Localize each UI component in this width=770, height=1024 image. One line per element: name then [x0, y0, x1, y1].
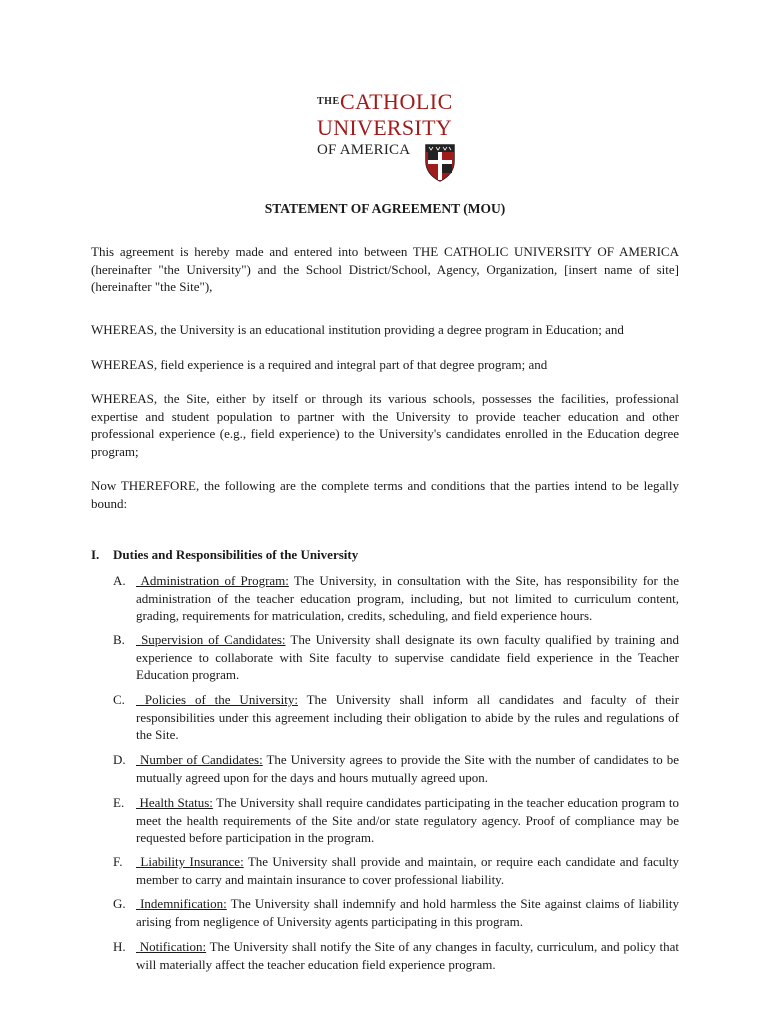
list-item	[113, 853, 679, 888]
list-item	[113, 895, 679, 930]
item-letter: G.	[113, 896, 126, 911]
list-item	[113, 938, 679, 973]
university-logo	[314, 88, 464, 184]
item-text: The University shall notify the Site of any changes in faculty, curriculum, and policy that will materially affect the teacher education field experience program.	[136, 939, 680, 972]
item-term: Number of Candidates:	[139, 752, 263, 767]
whereas-paragraph-2: WHEREAS, field experience is a required and integral part of that degree program; and	[91, 357, 548, 372]
section-heading	[91, 547, 358, 563]
whereas-paragraph-3: WHEREAS, the Site, either by itself or through its various schools, possesses the facilities, professional expertise and student population to partner with the University to provide teacher education and other professional experience (e.g., field experience) to the University's candidates enrolled in the Education degree program;	[91, 391, 679, 459]
item-text: The University agrees to provide the Site with the number of candidates to be mutually agreed upon for the days and hours mutually agreed upon.	[136, 752, 680, 785]
item-text: The University shall provide and maintain, or require each candidate and faculty member to carry and maintain insurance to cover professional liability.	[136, 854, 680, 887]
item-text: The University shall indemnify and hold harmless the Site against claims of liability arising from negligence of University agents participating in this program.	[136, 896, 679, 929]
item-term: Administration of Program:	[140, 573, 289, 588]
item-text: The University shall inform all candidates and faculty of their responsibilities under this agreement including their obligation to abide by the rules and regulations of the Site.	[136, 692, 679, 742]
list-item	[113, 751, 679, 786]
logo-line-university: UNIVERSITY	[317, 115, 452, 140]
list-item	[113, 794, 679, 847]
item-text: The University, in consultation with the Site, has responsibility for the administration of the teacher education program, including, but not limited to curriculum content, grading, requirements for matriculation, credits, scheduling, and field experience hours.	[136, 573, 679, 623]
whereas-paragraph-1: WHEREAS, the University is an educational institution providing a degree program in Education; and	[91, 322, 624, 337]
list-item	[113, 691, 679, 744]
section-number: I.	[91, 547, 100, 562]
item-text: The University shall designate its own faculty qualified by training and experience to collaborate with Site faculty to supervise candidate field experience in the Teacher Education program.	[136, 632, 680, 682]
list-item	[113, 572, 679, 625]
item-letter: H.	[113, 939, 126, 954]
section-title: Duties and Responsibilities of the University	[113, 547, 359, 562]
item-letter: D.	[113, 752, 126, 767]
item-letter: B.	[113, 632, 125, 647]
item-term: Supervision of Candidates:	[141, 632, 286, 647]
logo-line-of-america: OF AMERICA	[317, 142, 411, 158]
item-term: Policies of the University:	[144, 692, 298, 707]
item-term: Indemnification:	[140, 896, 227, 911]
list-item	[113, 631, 679, 684]
item-letter: C.	[113, 692, 125, 707]
intro-paragraph: This agreement is hereby made and entered into between THE CATHOLIC UNIVERSITY OF AMERICA (hereinafter "the University") and the School District/School, Agency, Organization, [insert name of site] (hereinafter "the Site"),	[91, 244, 679, 294]
document-title: STATEMENT OF AGREEMENT (MOU)	[264, 201, 506, 216]
shield-crest-icon	[424, 143, 456, 183]
item-term: Notification:	[139, 939, 207, 954]
logo-line-catholic: CATHOLIC	[340, 89, 453, 114]
therefore-paragraph: Now THEREFORE, the following are the complete terms and conditions that the parties intend to be legally bound:	[91, 478, 679, 511]
item-letter: F.	[113, 854, 123, 869]
item-term: Health Status:	[139, 795, 213, 810]
item-letter: A.	[113, 573, 126, 588]
item-text: The University shall require candidates participating in the teacher education program to meet the health requirements of the Site and/or state regulatory agency. Proof of compliance may be requested before participation in the program.	[136, 795, 680, 845]
logo-the: THE	[317, 96, 340, 107]
item-letter: E.	[113, 795, 125, 810]
item-term: Liability Insurance:	[140, 854, 244, 869]
